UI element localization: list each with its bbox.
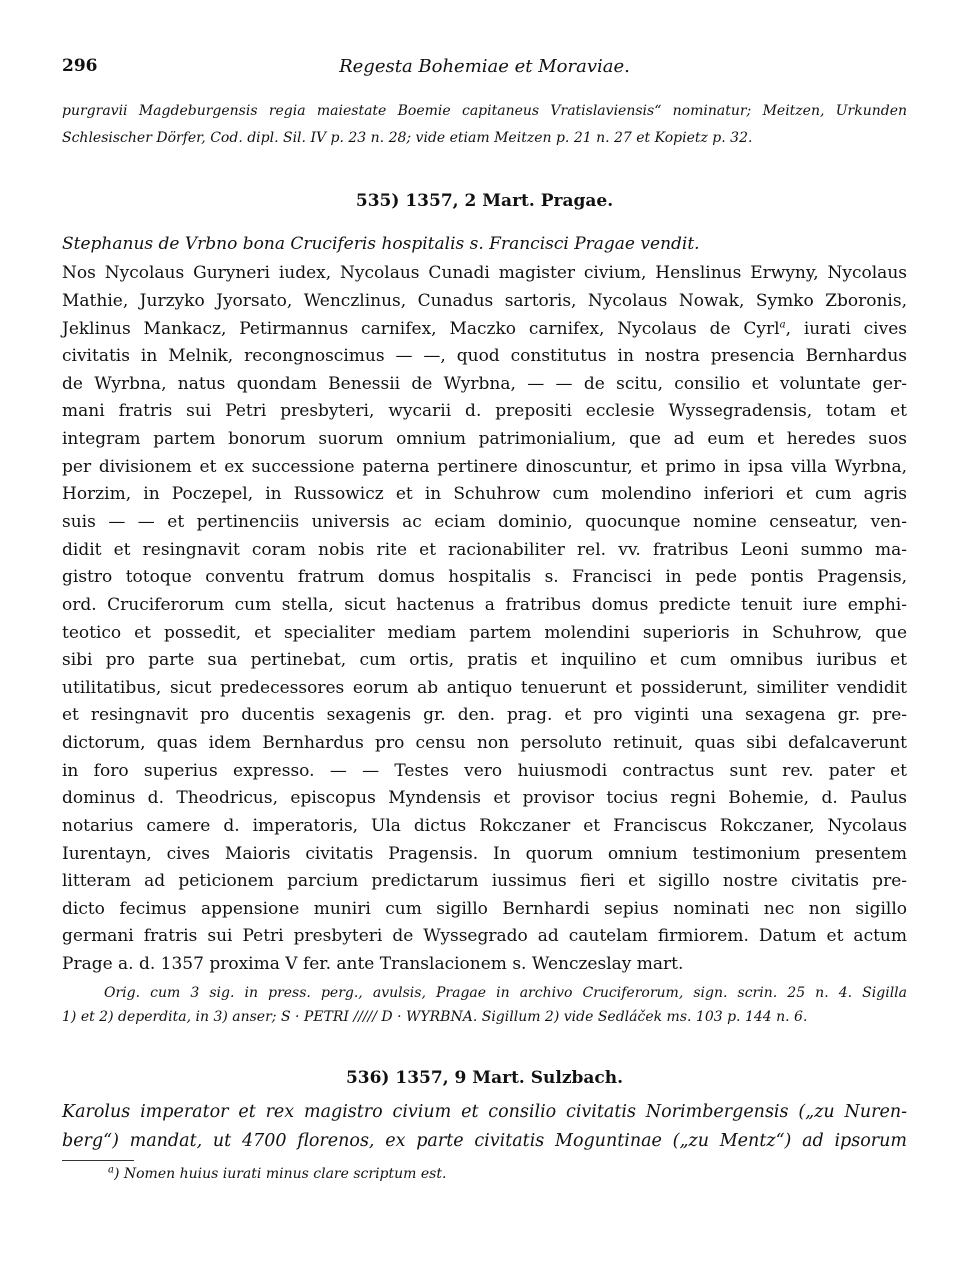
intro-line: Schlesischer Dörfer, Cod. dipl. Sil. IV p. 23 n. 28; vide etiam Meitzen p. 21 n. 27 et Kopietz p. 32. bbox=[62, 130, 753, 146]
text-line: didit et resingnavit coram nobis rite et racionabiliter rel. vv. fratribus Leoni summo ma- bbox=[62, 540, 907, 560]
text-line: civitatis in Melnik, recongnoscimus — —, quod constitutus in nostra presencia Bernhardus bbox=[62, 346, 907, 366]
footnote-marker: a bbox=[108, 1164, 114, 1176]
text-line: Nos Nycolaus Guryneri iudex, Nycolaus Cunadi magister civium, Henslinus Erwyny, Nycolaus bbox=[62, 263, 907, 283]
text-line: Prage a. d. 1357 proxima V fer. ante Translacionem s. Wenczeslay mart. bbox=[62, 954, 684, 974]
entry-536-heading: 536) 1357, 9 Mart. Sulzbach. bbox=[345, 1068, 624, 1088]
text-line: teotico et possedit, et specialiter mediam partem molendini superioris in Schuhrow, que bbox=[62, 623, 907, 643]
running-title: Regesta Bohemiae et Moraviae. bbox=[339, 56, 630, 77]
text-line: Horzim, in Poczepel, in Russowicz et in Schuhrow cum molendino inferiori et cum agris bbox=[62, 484, 907, 504]
entry-536-summary-line: berg“) mandat, ut 4700 florenos, ex parte civitatis Moguntinae („zu Mentz“) ad ipsorum bbox=[62, 1131, 907, 1151]
text-line: suis — — et pertinenciis universis ac eciam dominio, quocunque nomine censeatur, ven- bbox=[62, 512, 907, 532]
footnote-ref: a bbox=[779, 319, 786, 331]
text-line-tail: , iurati cives bbox=[785, 319, 907, 339]
text-line: Iurentayn, cives Maioris civitatis Pragensis. In quorum omnium testimonium presentem bbox=[62, 844, 907, 864]
text-line: per divisionem et ex successione paterna pertinere dinoscuntur, et primo in ipsa villa Wyrbna, bbox=[62, 457, 907, 477]
text-line: dominus d. Theodricus, episcopus Myndensis et provisor tocius regni Bohemie, d. Paulus bbox=[62, 788, 907, 808]
text-line: et resingnavit pro ducentis sexagenis gr. den. prag. et pro viginti una sexagena gr. pre- bbox=[62, 705, 907, 725]
text-line bbox=[62, 316, 907, 344]
text-line: ord. Cruciferorum cum stella, sicut hactenus a fratribus domus predicte tenuit iure emphi- bbox=[62, 595, 907, 615]
page-header bbox=[62, 56, 907, 82]
source-note-line: 1) et 2) deperdita, in 3) anser; S · PETRI ///// D · WYRBNA. Sigillum 2) vide Sedláček ms. 103 p. 144 n. 6. bbox=[62, 1009, 808, 1025]
text-line: germani fratris sui Petri presbyteri de Wyssegrado ad cautelam firmiorem. Datum et actum bbox=[62, 926, 907, 946]
text-line: integram partem bonorum suorum omnium patrimonialium, que ad eum et heredes suos bbox=[62, 429, 907, 449]
text-line-part: Jeklinus Mankacz, Petirmannus carnifex, Maczko carnifex, Nycolaus de Cyrl bbox=[62, 319, 780, 339]
text-line: mani fratris sui Petri presbyteri, wycarii d. prepositi ecclesie Wyssegradensis, totam et bbox=[62, 401, 907, 421]
text-line: utilitatibus, sicut predecessores eorum ab antiquo tenuerunt et possiderunt, similiter vendidit bbox=[62, 678, 907, 698]
text-line: sibi pro parte sua pertinebat, cum ortis, pratis et inquilino et cum omnibus iuribus et bbox=[62, 650, 907, 670]
intro-line: purgravii Magdeburgensis regia maiestate Boemie capitaneus Vratislaviensis“ nominatur; Meitzen, Urkunden bbox=[62, 103, 907, 119]
text-line: litteram ad peticionem parcium predictarum iussimus fieri et sigillo nostre civitatis pre- bbox=[62, 871, 907, 891]
entry-535-summary: Stephanus de Vrbno bona Cruciferis hospitalis s. Francisci Pragae vendit. bbox=[62, 234, 700, 254]
text-line: dictorum, quas idem Bernhardus pro censu non persoluto retinuit, quas sibi defalcaverunt bbox=[62, 733, 907, 753]
text-line: gistro totoque conventu fratrum domus hospitalis s. Francisci in pede pontis Pragensis, bbox=[62, 567, 907, 587]
entry-536-summary-line: Karolus imperator et rex magistro civium et consilio civitatis Norimbergensis („zu Nuren- bbox=[62, 1102, 907, 1122]
source-note-line: Orig. cum 3 sig. in press. perg., avulsis, Pragae in archivo Cruciferorum, sign. scrin. 25 n. 4. Sigilla bbox=[104, 985, 907, 1001]
text-line: in foro superius expresso. — — Testes vero huiusmodi contractus sunt rev. pater et bbox=[62, 761, 907, 781]
footnote-rule bbox=[62, 1160, 134, 1161]
text-line: dicto fecimus appensione muniri cum sigillo Bernhardi sepius nominati nec non sigillo bbox=[62, 899, 907, 919]
page-number: 296 bbox=[62, 56, 98, 76]
footnote-text: ) Nomen huius iurati minus clare scriptum est. bbox=[113, 1166, 447, 1182]
footnote bbox=[108, 1166, 446, 1182]
entry-535-heading: 535) 1357, 2 Mart. Pragae. bbox=[355, 191, 614, 211]
text-line: Mathie, Jurzyko Jyorsato, Wenczlinus, Cunadus sartoris, Nycolaus Nowak, Symko Zboronis, bbox=[62, 291, 907, 311]
text-line: notarius camere d. imperatoris, Ula dictus Rokczaner et Franciscus Rokczaner, Nycolaus bbox=[62, 816, 907, 836]
text-line: de Wyrbna, natus quondam Benessii de Wyrbna, — — de scitu, consilio et voluntate ger- bbox=[62, 374, 907, 394]
